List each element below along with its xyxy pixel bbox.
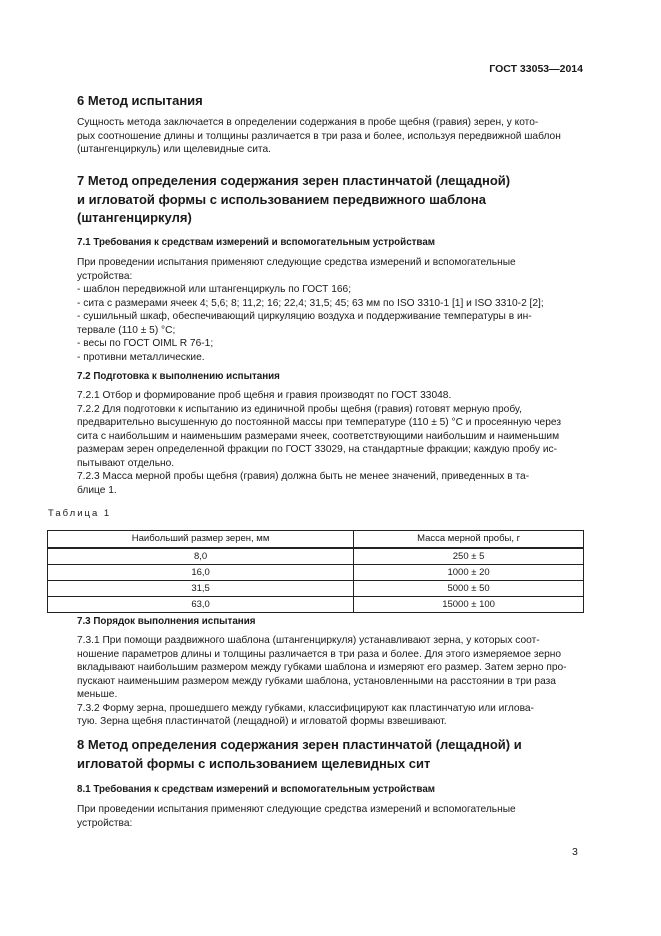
table-row xyxy=(48,597,584,613)
heading-line: (штангенциркуля) xyxy=(77,210,192,225)
table-row xyxy=(48,565,584,581)
text-line: (штангенциркуль) или щелевидные сита. xyxy=(77,144,271,155)
table-row xyxy=(48,581,584,597)
text-line: 7.2.2 Для подготовки к испытанию из единичной пробы щебня (гравия) готовят мерную пробу, xyxy=(77,403,522,415)
text-line: 7.2.1 Отбор и формирование проб щебня и гравия производят по ГОСТ 33048. xyxy=(77,390,452,401)
table-cell: 1000 ± 20 xyxy=(354,565,584,581)
list-item: - шаблон передвижной или штангенциркуль по ГОСТ 166; xyxy=(77,284,352,295)
table-cell: 8,0 xyxy=(48,548,354,565)
table-header-cell: Масса мерной пробы, г xyxy=(354,531,584,549)
section-7-3-heading: 7.3 Порядок выполнения испытания xyxy=(77,616,256,627)
list-item: - сушильный шкаф, обеспечивающий циркуляцию воздуха и поддерживание температуры в ин- xyxy=(77,311,532,322)
text-line: При проведении испытания применяют следующие средства измерений и вспомогательные xyxy=(77,257,516,268)
table-cell: 63,0 xyxy=(48,597,354,613)
table-caption: Таблица 1 xyxy=(48,508,112,519)
section-8-1-heading: 8.1 Требования к средствам измерений и вспомогательным устройствам xyxy=(77,784,436,795)
list-item: - сита с размерами ячеек 4; 5,6; 8; 11,2; 16; 22,4; 31,5; 45; 63 мм по ISO 3310-1 [1] и ISO 3310-2 [2]; xyxy=(77,297,544,309)
section-7-1-heading: 7.1 Требования к средствам измерений и вспомогательным устройствам xyxy=(77,237,436,248)
section-7-heading xyxy=(77,172,547,228)
text-line: пускают наименьшим размером между губками шаблона, установленными на расстоянии в три раза xyxy=(77,675,556,687)
table-1 xyxy=(47,530,584,613)
text-line: устройства: xyxy=(77,270,133,282)
text-line: рых соотношение длины и толщины различается в три раза и более, используя передвижной шаблон xyxy=(77,130,561,142)
table-cell: 16,0 xyxy=(48,565,354,581)
section-8-heading xyxy=(77,736,577,773)
list-item: тервале (110 ± 5) °С; xyxy=(77,324,176,336)
heading-line: 8 Метод определения содержания зерен пластинчатой (лещадной) и xyxy=(77,737,522,752)
text-line: вкладывают наибольшим размером между губками шаблона и измеряют его размер. Затем зерно про- xyxy=(77,662,567,673)
page-number: 3 xyxy=(572,846,578,858)
text-line: пытывают отдельно. xyxy=(77,457,175,469)
document-id: ГОСТ 33053—2014 xyxy=(489,63,583,75)
heading-line: и игловатой формы с использованием передвижного шаблона xyxy=(77,191,486,207)
text-line: 7.2.3 Масса мерной пробы щебня (гравия) должна быть не менее значений, приведенных в та- xyxy=(77,471,530,482)
section-6-paragraph xyxy=(77,116,582,157)
text-line: устройства: xyxy=(77,817,133,829)
section-6-heading: 6 Метод испытания xyxy=(77,93,203,108)
heading-line: игловатой формы с использованием щелевидных сит xyxy=(77,755,431,771)
text-line: блице 1. xyxy=(77,484,117,496)
text-line: тую. Зерна щебня пластинчатой (лещадной) и игловатой формы взвешивают. xyxy=(77,716,447,727)
text-line: сита с наибольшим и наименьшим размерами ячеек, соответствующими наибольшим и наименьшим xyxy=(77,430,560,442)
section-7-3-body xyxy=(77,634,582,729)
table-cell: 5000 ± 50 xyxy=(354,581,584,597)
text-line: При проведении испытания применяют следующие средства измерений и вспомогательные xyxy=(77,804,516,815)
text-line: размерам зерен определенной фракции по ГОСТ 33029, на стандартные фракции; каждую пробу ис- xyxy=(77,444,558,455)
text-line: предварительно высушенную до постоянной массы при температуре (110 ± 5) °С и просеянную через xyxy=(77,417,562,428)
table-cell: 31,5 xyxy=(48,581,354,597)
text-line: меньше. xyxy=(77,689,118,700)
heading-line: 7 Метод определения содержания зерен пластинчатой (лещадной) xyxy=(77,173,511,188)
table-header-cell: Наибольший размер зерен, мм xyxy=(48,531,354,549)
section-7-2-body xyxy=(77,389,582,497)
text-line: Сущность метода заключается в определении содержания в пробе щебня (гравия) зерен, у кото- xyxy=(77,117,539,128)
section-7-1-body xyxy=(77,256,582,364)
text-line: 7.3.1 При помощи раздвижного шаблона (штангенциркуля) устанавливают зерна, у которых соот- xyxy=(77,635,540,646)
text-line: ношение параметров длины и толщины различается в три раза и более. Для этого измеряемое зерно xyxy=(77,648,562,660)
table-cell: 250 ± 5 xyxy=(354,548,584,565)
section-8-1-body xyxy=(77,803,582,830)
table-cell: 15000 ± 100 xyxy=(354,597,584,613)
list-item: - весы по ГОСТ OIML R 76-1; xyxy=(77,338,214,349)
section-7-2-heading: 7.2 Подготовка к выполнению испытания xyxy=(77,371,280,382)
table-row xyxy=(48,548,584,565)
list-item: - противни металлические. xyxy=(77,351,205,363)
table-header-row xyxy=(48,531,584,549)
text-line: 7.3.2 Форму зерна, прошедшего между губками, классифицируют как пластинчатую или иглова- xyxy=(77,702,534,714)
